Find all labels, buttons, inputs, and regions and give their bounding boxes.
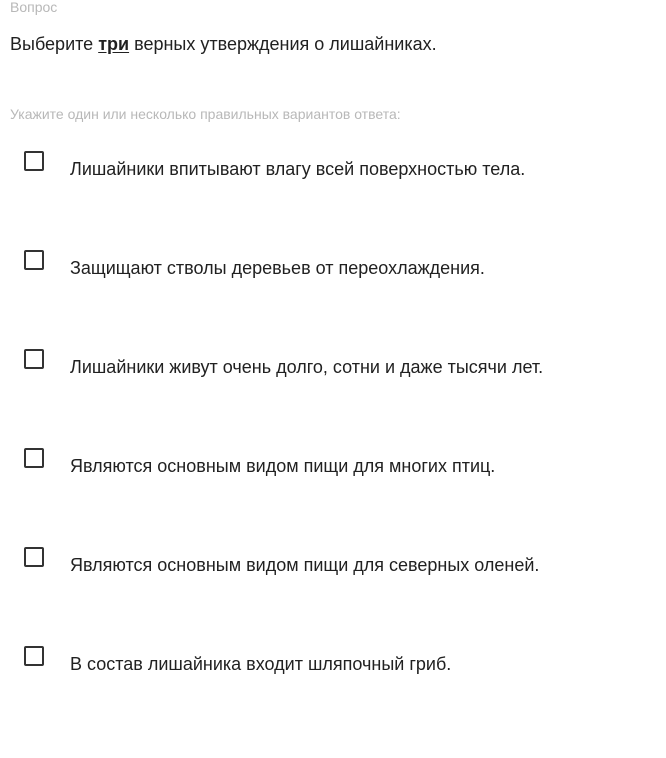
option-label: Являются основным видом пищи для северных оленей. — [70, 555, 540, 575]
checkbox[interactable] — [24, 547, 44, 567]
answer-instruction: Укажите один или несколько правильных вариантов ответа: — [10, 106, 401, 122]
option-label: Лишайники впитывают влагу всей поверхностью тела. — [70, 159, 526, 179]
checkbox[interactable] — [24, 646, 44, 666]
answer-option[interactable] — [22, 448, 642, 478]
option-label: Защищают стволы деревьев от переохлаждения. — [70, 258, 485, 278]
question-text — [10, 32, 437, 56]
answer-option[interactable] — [22, 547, 642, 577]
checkbox[interactable] — [24, 448, 44, 468]
answer-option[interactable] — [22, 349, 642, 379]
option-label: Лишайники живут очень долго, сотни и даже тысячи лет. — [70, 357, 544, 377]
question-suffix: верных утверждения о лишайниках. — [129, 34, 437, 54]
checkbox[interactable] — [24, 349, 44, 369]
section-label: Вопрос — [10, 0, 58, 15]
question-emphasis: три — [98, 34, 130, 54]
answer-option[interactable] — [22, 646, 642, 676]
question-prefix: Выберите — [10, 34, 99, 54]
checkbox[interactable] — [24, 151, 44, 171]
checkbox[interactable] — [24, 250, 44, 270]
option-label: Являются основным видом пищи для многих птиц. — [70, 456, 496, 476]
option-label: В состав лишайника входит шляпочный гриб. — [70, 654, 452, 674]
answer-option[interactable] — [22, 250, 642, 280]
answer-option[interactable] — [22, 151, 642, 181]
